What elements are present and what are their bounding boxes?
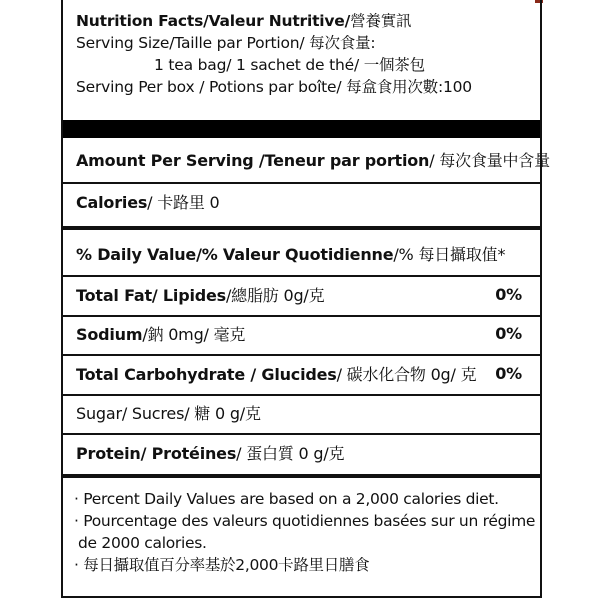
amount-per-serving-row xyxy=(76,146,550,172)
servings-per-box: Serving Per box / Potions par boîte/ 每盒食用次數:100 xyxy=(76,78,472,96)
nutrient-label: Sodium/鈉 0mg/ 毫克 xyxy=(76,324,246,344)
calories-text: Calories/ 卡路里 0 xyxy=(76,192,220,212)
serving-size-value: 1 tea bag/ 1 sachet de thé/ 一個茶包 xyxy=(154,56,425,74)
calories-row xyxy=(76,188,522,214)
nutrient-row-sodium xyxy=(76,320,522,346)
daily-value-row xyxy=(76,240,522,266)
serving-size: Serving Size/Taille par Portion/ 每次食量: xyxy=(76,34,376,52)
nutrition-facts-label xyxy=(61,0,550,598)
nutrient-percent: 0% xyxy=(495,284,522,304)
amount-per-serving-text: Amount Per Serving /Teneur par portion/ 每次食量中含量 xyxy=(76,150,550,170)
footnote-line: de 2000 calories. xyxy=(78,534,207,552)
nutrient-label: Total Fat/ Lipides/總脂肪 0g/克 xyxy=(76,285,325,305)
label-title: Nutrition Facts/Valeur Nutritive/ xyxy=(76,12,351,30)
thick-separator-bar xyxy=(63,120,540,138)
footnote-line: · Percent Daily Values are based on a 2,000 calories diet. xyxy=(74,490,499,508)
protein-text: Protein/ Protéines/ 蛋白質 0 g/克 xyxy=(76,443,345,463)
label-header xyxy=(76,10,532,98)
divider xyxy=(63,433,540,435)
divider xyxy=(63,394,540,396)
divider xyxy=(63,354,540,356)
nutrient-label: Total Carbohydrate / Glucides/ 碳水化合物 0g/ 克 xyxy=(76,364,477,384)
footnote-line: · Pourcentage des valeurs quotidiennes basées sur un régime xyxy=(74,512,536,530)
label-title-line xyxy=(76,10,532,32)
sugar-text: Sugar/ Sucres/ 糖 0 g/克 xyxy=(76,403,261,423)
nutrient-percent: 0% xyxy=(495,363,522,383)
sugar-row xyxy=(76,399,522,425)
divider xyxy=(63,315,540,317)
thick-divider xyxy=(63,226,540,230)
label-title-cjk: 營養實訊 xyxy=(350,12,412,30)
protein-row xyxy=(76,439,522,465)
footnote xyxy=(74,488,534,576)
thick-divider xyxy=(63,474,540,478)
nutrient-row-total-fat xyxy=(76,281,522,307)
nutrient-percent: 0% xyxy=(495,323,522,343)
divider xyxy=(63,182,540,184)
nutrient-row-carbohydrate xyxy=(76,360,522,386)
daily-value-text: % Daily Value/% Valeur Quotidienne/% 每日攝取值* xyxy=(76,244,506,264)
divider xyxy=(63,275,540,277)
footnote-line: · 每日攝取值百分率基於2,000卡路里日膳食 xyxy=(74,556,370,574)
